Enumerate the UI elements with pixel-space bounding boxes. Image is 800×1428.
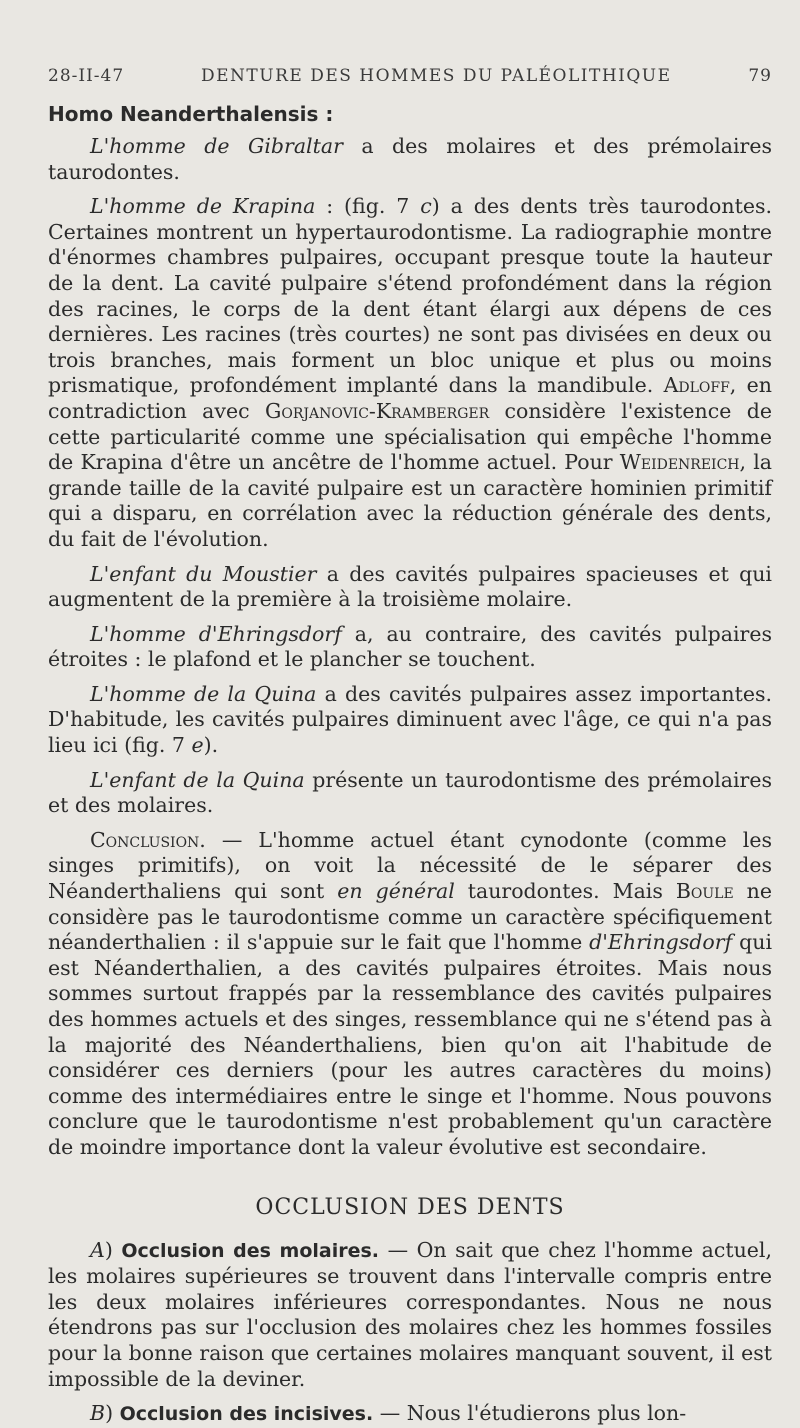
body-text: , la grande taille de la cavité pulpaire est un caractère hominien primitif qui a disparu, en corrélation avec la réduction générale des dents, du fait de l'évolution. <box>48 450 773 551</box>
body-text: , en contradiction avec <box>48 373 772 423</box>
body-text: considère l'existence de cette particularité comme une spécialisation qui empêche l'homme de Krapina d'être un ancêtre de l'homme actuel. Pour <box>48 398 772 475</box>
paragraph-ehringsdorf <box>48 622 772 673</box>
figure-letter: c <box>420 194 432 219</box>
paragraph-occlusion-incisives <box>48 1401 772 1428</box>
body-text: — L'homme actuel étant cynodonte (comme les singes primitifs), on voit la nécessité de le séparer des Néanderthaliens qui sont <box>48 827 772 904</box>
body-text: a des cavités pulpaires assez importantes. D'habitude, les cavités pulpaires diminuent avec l'âge, ce qui n'a pas lieu ici (fig. 7 <box>48 681 772 758</box>
subject: L'enfant du Moustier <box>90 561 317 586</box>
occlusion-section-title: OCCLUSION DES DENTS <box>255 1194 565 1220</box>
paragraph-gibraltar <box>48 134 772 185</box>
body-text: : (fig. 7 <box>315 194 421 219</box>
paragraph-conclusion <box>48 828 772 1161</box>
figure-letter: e <box>191 733 204 758</box>
body-text: a des cavités pulpaires spacieuses et qui augmentent de la première à la troisième molaire. <box>48 561 772 612</box>
body-text: ). <box>203 733 219 758</box>
subject: L'homme de la Quina <box>90 681 317 706</box>
body-text: ne considère pas le taurodontisme comme un caractère spécifiquement néanderthalien : il s'appuie sur le fait que l'homme <box>48 879 773 955</box>
header-title: DENTURE DES HOMMES DU PALÉOLITHIQUE <box>201 66 672 86</box>
subject: L'homme d'Ehringsdorf <box>90 621 342 646</box>
list-marker: A <box>90 1237 105 1262</box>
emphasis: d'Ehringsdorf <box>589 930 733 955</box>
author-name: Gorjanovic-Kramberger <box>264 398 490 423</box>
running-header <box>48 66 772 86</box>
body-text: qui est Néanderthalien, a des cavités pulpaires étroites. Mais nous sommes surtout frappés par la ressemblance des cavités pulpaires des hommes actuels et des singes, ressemblance qui ne s'étend pas à la majorité des Néanderthaliens, bien qu'on ait l'habitude de considérer ces derniers (pour les autres caractères du moins) comme des intermédiaires entre le singe et l'homme. Nous pouvons conclure que le taurodontisme n'est probablement qu'un caractère de moindre importance dont la valeur évolutive est secondaire. <box>48 930 773 1159</box>
subject: L'homme de Krapina <box>90 194 316 219</box>
list-marker-paren: ) <box>104 1237 113 1262</box>
subject: L'homme de Gibraltar <box>90 134 343 158</box>
list-marker-paren: ) <box>105 1401 114 1426</box>
body-text: a, au contraire, des cavités pulpaires étroites : le plafond et le plancher se touchent. <box>48 621 772 672</box>
body-text: ) a des dents très taurodontes. Certaines montrent un hypertaurodontisme. La radiographie montre d'énormes chambres pulpaires, occupant presque toute la hauteur de la dent. La cavité pulpaire s'étend profondément dans la région des racines, le corps de la dent étant élargi aux dépens de ces dernières. Les racines (très courtes) ne sont pas divisées en deux ou trois branches, mais forment un bloc unique et plus ou moins prismatique, profondément implanté dans la mandibule. <box>48 194 772 398</box>
author-name: Adloff <box>663 373 730 398</box>
body-text: — On sait que chez l'homme actuel, les molaires supérieures se trouvent dans l'intervalle compris entre les deux molaires inférieures correspondantes. Nous ne nous étendrons pas sur l'occlusion des molaires chez les hommes fossiles pour la bonne raison que certaines molaires manquant souvent, il est impossible de la deviner. <box>48 1237 772 1391</box>
paragraph-krapina <box>48 194 772 552</box>
author-name: Boule <box>675 879 734 904</box>
paragraph-quina-homme <box>48 682 772 759</box>
subsection-heading: Occlusion des incisives. <box>119 1403 374 1426</box>
conclusion-label: Conclusion. <box>90 827 206 852</box>
author-name: Weidenreich <box>619 450 740 475</box>
page-number: 79 <box>748 66 772 86</box>
body-text: taurodontes. Mais <box>454 879 676 904</box>
subject: L'enfant de la Quina <box>90 767 305 792</box>
body-text: — Nous l'étudierons plus lon- <box>373 1401 687 1426</box>
header-date: 28-II-47 <box>48 66 125 86</box>
emphasis: en général <box>337 879 455 904</box>
paragraph-quina-enfant <box>48 768 772 819</box>
paragraph-occlusion-molaires <box>48 1238 772 1393</box>
body-text: présente un taurodontisme des prémolaires et des molaires. <box>48 767 772 818</box>
section-heading: Homo Neanderthalensis : <box>48 102 334 126</box>
body-text: a des molaires et des prémolaires taurodontes. <box>48 134 773 184</box>
list-marker: B <box>90 1401 106 1426</box>
paragraph-moustier <box>48 562 772 613</box>
subsection-heading: Occlusion des molaires. <box>121 1239 380 1262</box>
